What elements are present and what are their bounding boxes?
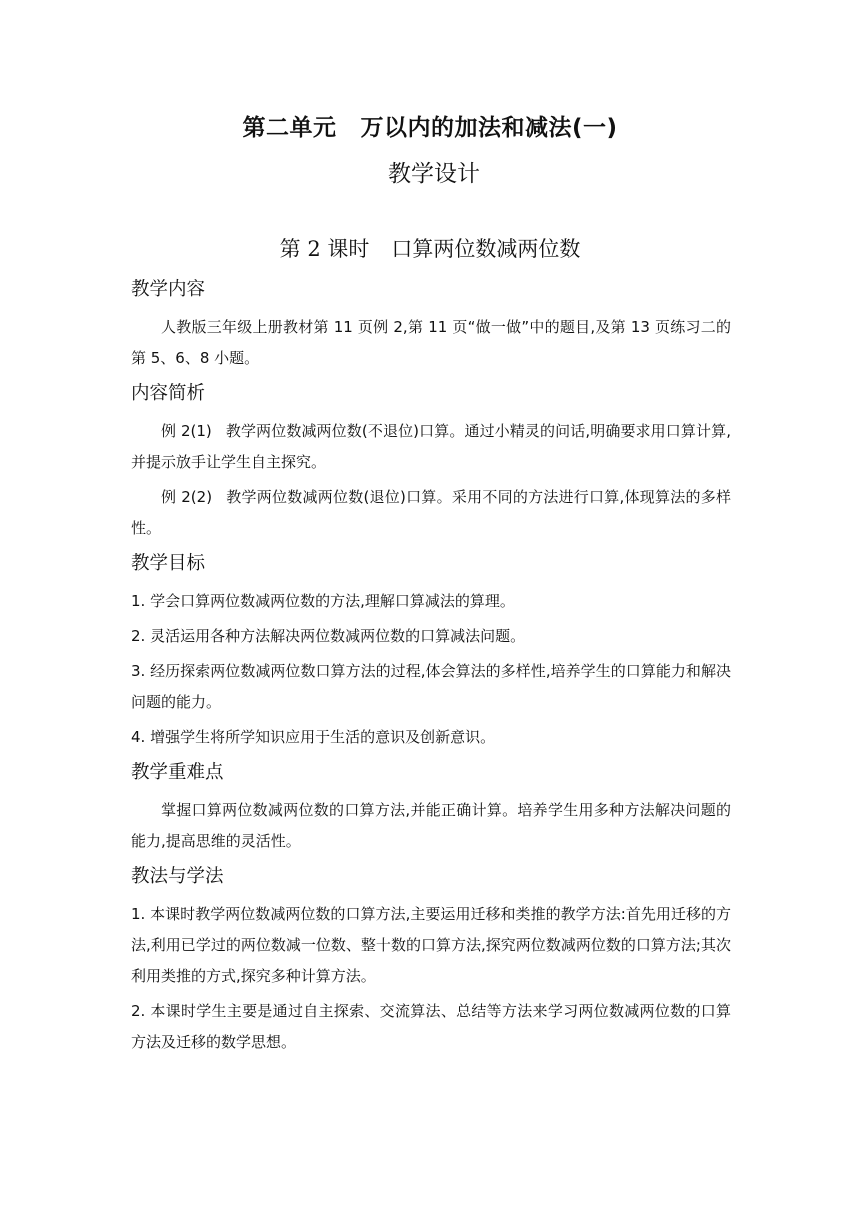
section-heading-goals: 教学目标 — [131, 553, 206, 574]
example-2-label: 例 2(2) — [161, 488, 213, 506]
unit-topic: 万以内的加法和减法(一) — [360, 115, 618, 141]
lesson-title — [0, 230, 860, 268]
key-points-paragraph: 掌握口算两位数减两位数的口算方法,并能正确计算。培养学生用多种方法解决问题的能力,提高思维的灵活性。 — [131, 801, 731, 850]
goal-item: 1. 学会口算两位数减两位数的方法,理解口算减法的算理。 — [131, 592, 515, 610]
goal-item: 2. 灵活运用各种方法解决两位数减两位数的口算减法问题。 — [131, 627, 526, 645]
section-heading-methods: 教法与学法 — [131, 866, 224, 887]
goal-item: 4. 增强学生将所学知识应用于生活的意识及创新意识。 — [131, 728, 496, 746]
document-body — [131, 274, 731, 1062]
example-1-label: 例 2(1) — [161, 422, 212, 440]
section-heading-content: 教学内容 — [131, 279, 206, 300]
lesson-name: 口算两位数减两位数 — [391, 237, 581, 261]
method-item: 2. 本课时学生主要是通过自主探索、交流算法、总结等方法来学习两位数减两位数的口算方法及迁移的数学思想。 — [131, 1002, 731, 1051]
analysis-example-1 — [131, 416, 731, 478]
unit-title — [0, 108, 860, 148]
example-2-text: 教学两位数减两位数(退位)口算。采用不同的方法进行口算,体现算法的多样性。 — [131, 488, 731, 537]
section-heading-analysis: 内容简析 — [131, 383, 206, 404]
goal-item: 3. 经历探索两位数减两位数口算方法的过程,体会算法的多样性,培养学生的口算能力和解决问题的能力。 — [131, 662, 731, 711]
lesson-number: 第 2 课时 — [279, 237, 370, 261]
document-subtitle: 教学设计 — [388, 161, 480, 187]
section-heading-key-points: 教学重难点 — [131, 762, 224, 783]
analysis-example-2 — [131, 482, 731, 544]
unit-label: 第二单元 — [242, 115, 337, 141]
example-1-text: 教学两位数减两位数(不退位)口算。通过小精灵的问话,明确要求用口算计算,并提示放手让学生自主探究。 — [131, 422, 731, 471]
content-paragraph: 人教版三年级上册教材第 11 页例 2,第 11 页“做一做”中的题目,及第 13 页练习二的第 5、6、8 小题。 — [131, 318, 731, 367]
method-item: 1. 本课时教学两位数减两位数的口算方法,主要运用迁移和类推的教学方法:首先用迁移的方法,利用已学过的两位数减一位数、整十数的口算方法,探究两位数减两位数的口算方法;其次利用类推的方式,探究多种计算方法。 — [131, 905, 731, 985]
